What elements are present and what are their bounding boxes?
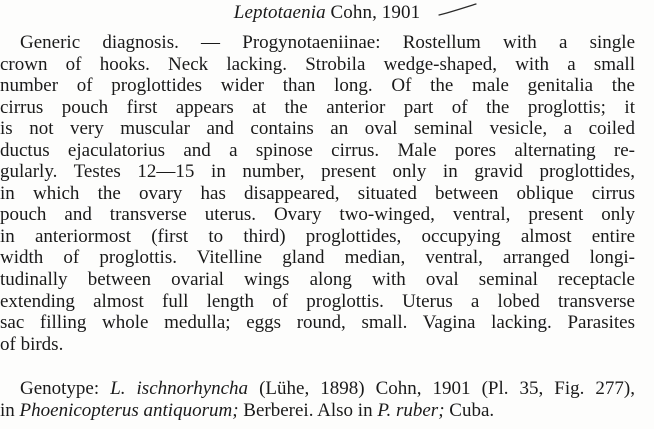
genus-heading xyxy=(0,1,654,25)
genotype-line xyxy=(0,400,635,422)
genotype-label: Genotype: xyxy=(20,378,111,399)
diagnosis-line: in anteriormost (first to third) proglottides, occupying almost entire xyxy=(0,225,635,247)
diagnosis-line: ductus ejaculatorius and a spinose cirrus. Male pores alternating re- xyxy=(0,139,635,161)
genus-authority: Cohn, 1901 xyxy=(325,2,421,23)
genotype-in: in xyxy=(0,399,20,421)
host-species-2: P. ruber; xyxy=(377,399,445,421)
genotype-paragraph xyxy=(0,378,635,421)
generic-diagnosis-paragraph xyxy=(0,32,635,355)
host-species-1: Phoenicopterus antiquorum; xyxy=(19,399,239,421)
diagnosis-line: extending almost full length of proglottis. Uterus a lobed transverse xyxy=(0,290,635,312)
diagnosis-line: sac filling whole medulla; eggs round, small. Vagina lacking. Parasites xyxy=(0,312,635,334)
diagnosis-line: tudinally between ovarial wings along with oval seminal receptacle xyxy=(0,269,635,291)
diagnosis-line: crown of hooks. Neck lacking. Strobila wedge-shaped, with a small xyxy=(0,53,635,75)
pen-stroke-mark xyxy=(438,2,478,18)
genus-name: Leptotaenia xyxy=(233,2,326,23)
locality-2: Cuba. xyxy=(444,399,495,421)
locality-1: Berberei. Also in xyxy=(238,399,378,421)
diagnosis-line: gularly. Testes 12—15 in number, present only in gravid proglottides, xyxy=(0,161,635,183)
diagnosis-line: width of proglottis. Vitelline gland median, ventral, arranged longi- xyxy=(0,247,635,269)
diagnosis-line: of birds. xyxy=(0,333,64,355)
diagnosis-line: cirrus pouch first appears at the anterior part of the proglottis; it xyxy=(0,96,635,118)
genotype-species: L. ischnorhyncha xyxy=(110,378,249,399)
diagnosis-line: number of proglottides wider than long. Of the male genitalia the xyxy=(0,75,635,97)
diagnosis-line: Generic diagnosis. — Progynotaeniinae: Rostellum with a single xyxy=(20,32,635,53)
diagnosis-line: is not very muscular and contains an oval seminal vesicle, a coiled xyxy=(0,118,635,140)
genotype-line xyxy=(0,378,635,400)
diagnosis-line: pouch and transverse uterus. Ovary two-winged, ventral, present only xyxy=(0,204,635,226)
diagnosis-line: in which the ovary has disappeared, situated between oblique cirrus xyxy=(0,182,635,204)
genotype-citation: (Lühe, 1898) Cohn, 1901 (Pl. 35, Fig. 277), xyxy=(248,378,635,399)
